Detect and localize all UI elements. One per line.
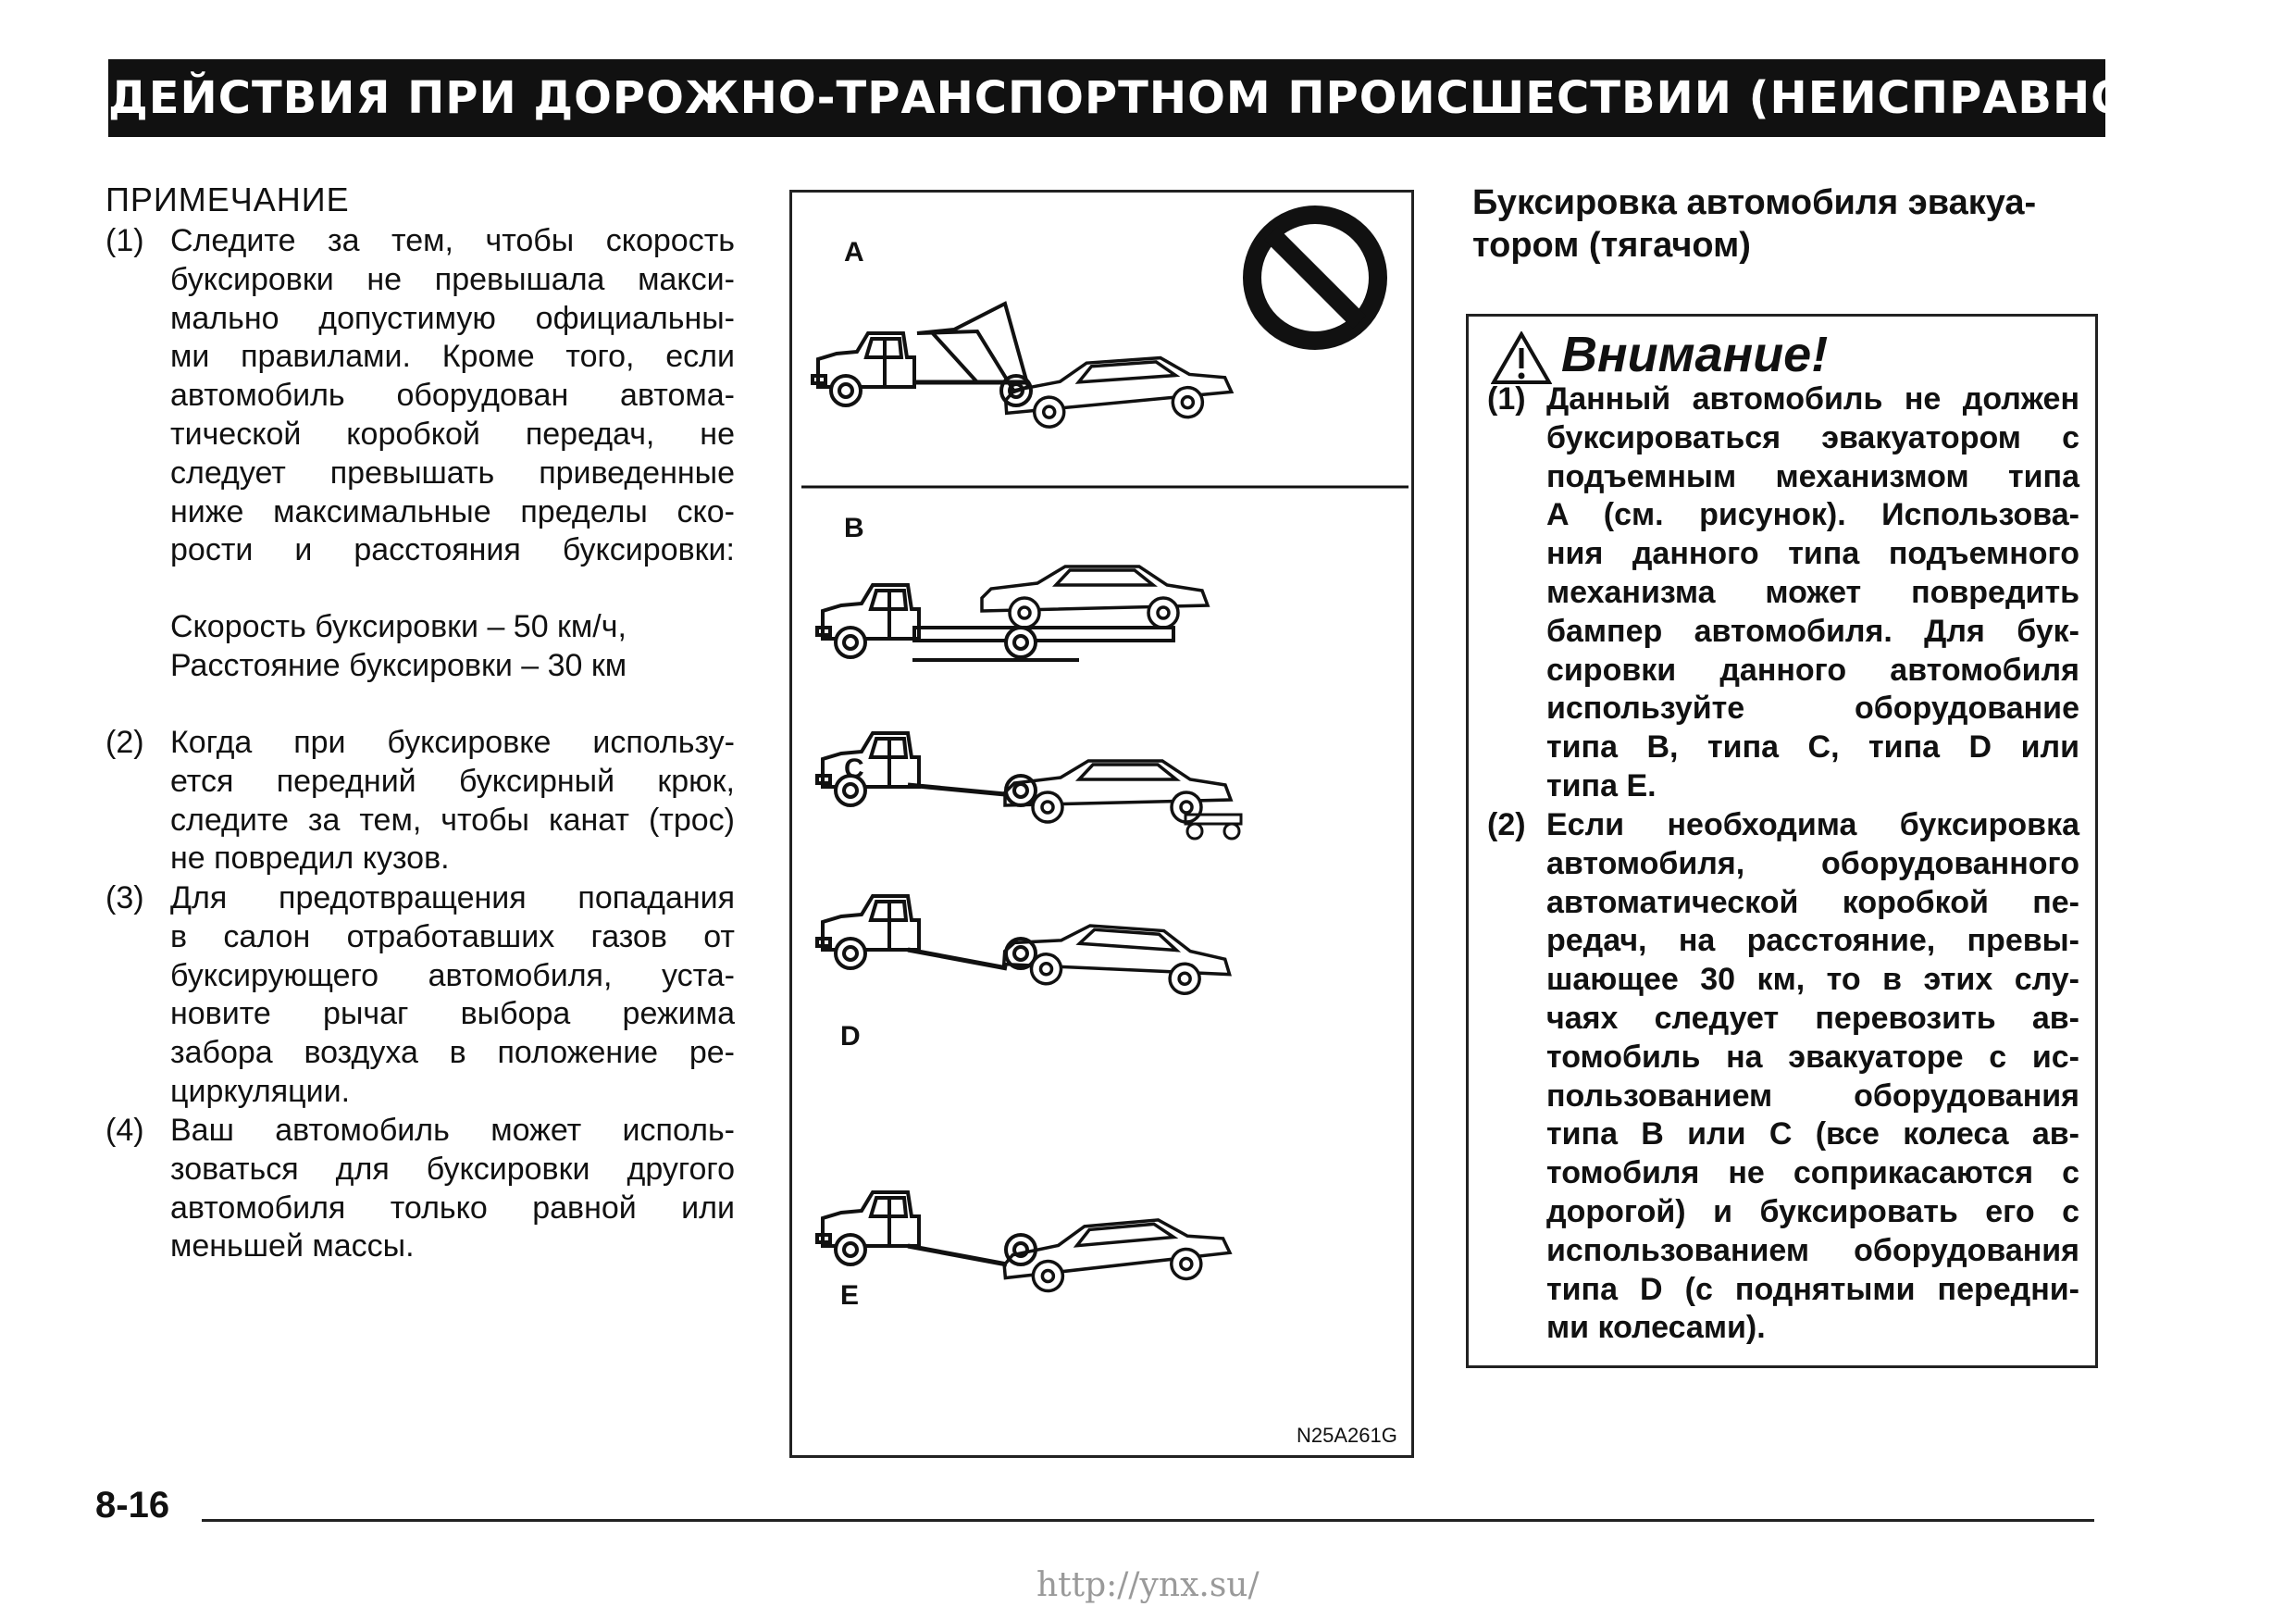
line: следует превышать приведенные — [170, 455, 735, 491]
tow-truck-a — [813, 304, 1233, 430]
line: автомобиль оборудован автома- — [170, 378, 735, 414]
line: Если необходима буксировка — [1546, 807, 2079, 842]
line: типа D (с поднятыми передни- — [1546, 1271, 2079, 1307]
note-item-2 — [105, 724, 735, 878]
line: мально допустимую официальны- — [170, 300, 735, 336]
page-number: 8-16 — [95, 1485, 170, 1526]
line: буксироваться эвакуатором с — [1546, 419, 2079, 455]
towing-illustration — [792, 193, 1411, 1455]
line: ния данного типа подъемного — [1546, 536, 2079, 572]
figure-label-b: B — [844, 513, 864, 543]
line: ми правилами. Кроме того, если — [170, 339, 735, 375]
towing-limits — [170, 608, 735, 686]
line: A (см. рисунок). Использова- — [1546, 497, 2079, 533]
note-item-number: (3) — [105, 880, 144, 915]
line: Ваш автомобиль может исполь- — [170, 1113, 735, 1148]
no-symbol-icon — [1252, 215, 1378, 341]
line: чаях следует перевозить ав- — [1546, 1000, 2079, 1036]
line: подъемным механизмом типа — [1546, 458, 2079, 494]
line: Когда при буксировке использу- — [170, 725, 735, 760]
line: ется передний буксирный крюк, — [170, 763, 735, 799]
line: пользованием оборудования — [1546, 1077, 2079, 1114]
line: не повредил кузов. — [170, 841, 450, 877]
note-item-number: (2) — [105, 725, 144, 760]
footer-divider — [202, 1519, 2094, 1522]
line: следите за тем, чтобы канат (трос) — [170, 802, 735, 838]
heading-line: тором (тягачом) — [1472, 226, 1751, 265]
note-item-number: (4) — [105, 1113, 144, 1148]
tow-truck-e — [817, 1192, 1232, 1294]
tow-truck-c — [817, 733, 1241, 839]
figure-label-d: D — [840, 1021, 861, 1052]
figure-code: N25A261G — [1297, 1424, 1397, 1447]
warning-title: Внимание! — [1561, 327, 1829, 382]
line: томобиля не соприкасаются с — [1546, 1155, 2079, 1191]
line: циркуляции. — [170, 1073, 351, 1109]
towing-figure — [789, 190, 1414, 1458]
line: буксирующего автомобиля, уста- — [170, 957, 735, 993]
line: типа B или C (все колеса ав- — [1546, 1116, 2079, 1152]
note-item-3 — [105, 879, 735, 1112]
distance-limit: Расстояние буксировки – 30 км — [170, 647, 627, 683]
note-heading: ПРИМЕЧАНИЕ — [105, 181, 350, 218]
line: редач, на расстояние, превы- — [1546, 923, 2079, 959]
figure-label-c: C — [844, 753, 864, 784]
warning-item-1 — [1487, 380, 2079, 806]
speed-limit: Скорость буксировки – 50 км/ч, — [170, 609, 627, 644]
line: бампер автомобиля. Для бук- — [1546, 613, 2079, 649]
line: зоваться для буксировки другого — [170, 1151, 735, 1187]
line: сировки данного автомобиля — [1546, 652, 2079, 688]
warning-item-2 — [1487, 806, 2079, 1348]
line: типа E. — [1546, 767, 1657, 803]
line: дорогой) и буксировать его с — [1546, 1193, 2079, 1229]
line: ми колесами). — [1546, 1310, 1766, 1346]
heading-line: Буксировка автомобиля эвакуа- — [1472, 183, 2037, 222]
line: томобиль на эвакуаторе с ис- — [1546, 1039, 2079, 1075]
warning-triangle-icon — [1491, 331, 1552, 385]
line: типа B, типа C, типа D или — [1546, 729, 2079, 766]
line: в салон отработавших газов от — [170, 918, 735, 954]
line: автоматической коробкой пе- — [1546, 884, 2079, 920]
line: тической коробкой передач, не — [170, 416, 735, 452]
warning-item-number: (2) — [1487, 807, 1526, 842]
watermark: http://ynx.su/ — [1036, 1566, 1260, 1604]
line: забора воздуха в положение ре- — [170, 1035, 735, 1071]
line: Данный автомобиль не должен — [1546, 381, 2079, 417]
line: новите рычаг выбора режима — [170, 996, 735, 1032]
line: буксировки не превышала макси- — [170, 261, 735, 297]
page-title: ДЕЙСТВИЯ ПРИ ДОРОЖНО-ТРАНСПОРТНОМ ПРОИСШЕСТВИИ (НЕИСПРАВНОСТИ) — [108, 59, 2105, 137]
line: автомобиля, оборудованного — [1546, 845, 2079, 881]
line: автомобиля только равной или — [170, 1189, 735, 1226]
line: шающее 30 км, то в этих слу- — [1546, 962, 2079, 998]
line: Для предотвращения попадания — [170, 880, 735, 915]
note-item-4 — [105, 1112, 735, 1266]
note-item-number: (1) — [105, 223, 144, 258]
tow-truck-d — [817, 896, 1233, 997]
line: Следите за тем, чтобы скорость — [170, 223, 735, 258]
warning-item-number: (1) — [1487, 381, 1526, 417]
tow-truck-b — [817, 567, 1208, 660]
figure-label-e: E — [840, 1280, 860, 1311]
line: ниже максимальные пределы ско- — [170, 493, 735, 529]
figure-label-a: A — [844, 237, 864, 268]
line: механизма может повредить — [1546, 574, 2079, 610]
line: использованием оборудования — [1546, 1232, 2079, 1268]
note-item-1 — [105, 222, 735, 570]
line: меньшей массы. — [170, 1228, 415, 1264]
line: рости и расстояния буксировки: — [170, 532, 735, 568]
section-heading — [1472, 181, 2083, 267]
line: используйте оборудование — [1546, 691, 2079, 727]
